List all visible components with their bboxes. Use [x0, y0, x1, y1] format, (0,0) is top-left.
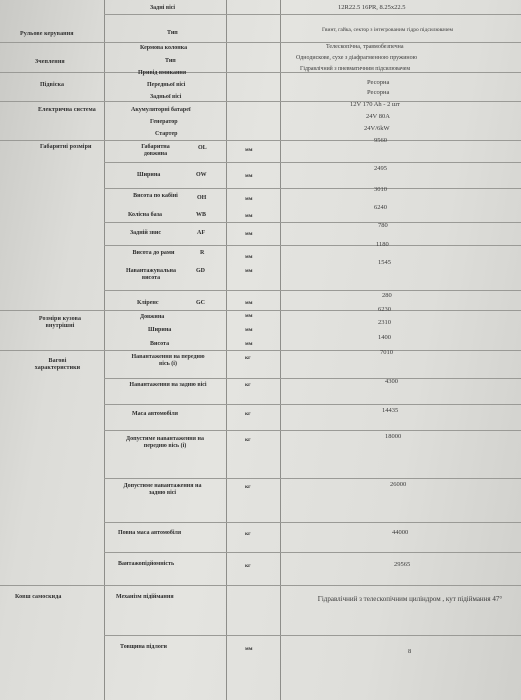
- param-value: Гідравлічний з пневматичним підсилювачем: [300, 66, 411, 72]
- param-label: Габаритна довжина: [141, 144, 170, 157]
- param-label: Механізм підіймання: [116, 594, 174, 600]
- param-label: Ширина: [137, 172, 161, 178]
- group-label: Вагові характеристики: [34, 358, 81, 371]
- param-label: Кліренс: [137, 300, 159, 306]
- param-label: Навантаження на передню вісь (і): [131, 354, 205, 367]
- unit: кг: [245, 484, 251, 490]
- param-label: Висота по кабіні: [133, 193, 178, 199]
- group-label: Габаритні розміри: [40, 144, 92, 150]
- param-label: Кермова колонка: [140, 45, 188, 51]
- param-label: Висота до рами: [132, 250, 175, 256]
- param-value: Гідравлічний з телескопічним циліндром , кут підіймання 47°: [317, 595, 503, 603]
- group-label: Розміри кузова внутрішні: [38, 316, 82, 329]
- param-value: Однодискове, сухе з діафрагменною пружиною: [296, 55, 418, 61]
- row-divider: [104, 378, 521, 379]
- param-value: 24V/6kW: [364, 125, 390, 132]
- group-label: Ковш самоскида: [15, 594, 62, 600]
- param-label: Навантажувальна висота: [125, 268, 177, 281]
- param-value: 1545: [378, 259, 391, 266]
- unit: мм: [245, 196, 253, 202]
- unit: кг: [245, 355, 251, 361]
- param-value: 2495: [374, 165, 387, 172]
- unit: мм: [245, 268, 253, 274]
- param-label: Допустиме навантаження на задню вісі: [123, 483, 202, 496]
- unit: кг: [245, 437, 251, 443]
- tyre-spec: 12R22.5 16PR, 8.25x22.5: [338, 4, 406, 11]
- param-code: OW: [196, 172, 207, 178]
- param-code: WB: [196, 212, 207, 218]
- param-value: Телескопічна, травмобезпечна: [326, 44, 404, 50]
- param-label: Генератор: [150, 119, 178, 125]
- unit: мм: [245, 147, 253, 153]
- row-divider: [104, 14, 521, 15]
- param-label: Тип: [165, 58, 176, 64]
- row-divider: [104, 552, 521, 553]
- param-label: Тип: [167, 30, 178, 36]
- param-value: 1180: [376, 241, 389, 248]
- param-value: 280: [382, 292, 392, 299]
- row-divider: [0, 140, 521, 141]
- row-divider: [104, 290, 521, 291]
- unit: мм: [245, 341, 253, 347]
- unit: мм: [245, 231, 253, 237]
- param-label: Товщина підлоги: [120, 644, 168, 650]
- group-label: Зчеплення: [35, 59, 65, 65]
- row-divider: [104, 522, 521, 523]
- unit: мм: [245, 646, 253, 652]
- unit: мм: [245, 313, 253, 319]
- param-value: 26000: [390, 481, 407, 488]
- param-label: Висота: [150, 341, 170, 347]
- param-value: 18000: [385, 433, 402, 440]
- row-divider: [104, 222, 521, 223]
- row-divider: [0, 585, 521, 586]
- param-value: 9560: [374, 137, 387, 144]
- unit: мм: [245, 213, 253, 219]
- param-value: 14435: [382, 407, 399, 414]
- param-value: 3010: [374, 186, 387, 193]
- param-label: Ширина: [148, 327, 172, 333]
- param-code: GD: [196, 268, 205, 274]
- param-value: 4300: [385, 378, 398, 385]
- param-code: OL: [198, 145, 207, 151]
- row-divider: [104, 245, 521, 246]
- row-divider: [104, 635, 521, 636]
- unit: мм: [245, 327, 253, 333]
- section-header: Задні вісі: [150, 5, 176, 11]
- param-label: Допустиме навантаження на передню вісь (і): [126, 436, 204, 449]
- param-value: 6230: [378, 306, 391, 313]
- param-label: Маса автомобіля: [132, 411, 179, 417]
- row-divider: [104, 404, 521, 405]
- unit: кг: [245, 382, 251, 388]
- param-value: Гвинт, гайка, сектор з інтегрованим гідро підсилювачем: [321, 27, 454, 33]
- param-value: 24V 80A: [366, 113, 390, 120]
- param-label: Передньої вісі: [147, 82, 186, 88]
- param-value: 1400: [378, 334, 391, 341]
- row-divider: [104, 188, 521, 189]
- param-value: 8: [408, 648, 412, 655]
- group-label: Підвіска: [40, 82, 65, 88]
- param-value: 7010: [380, 349, 393, 356]
- row-divider: [0, 101, 521, 102]
- row-divider: [0, 350, 521, 351]
- row-divider: [0, 72, 521, 73]
- param-value: 780: [378, 222, 388, 229]
- unit: мм: [245, 254, 253, 260]
- group-label: Рульове керування: [20, 31, 74, 37]
- param-label: Повна маса автомобіля: [118, 530, 182, 536]
- param-value: 12V 170 Ah - 2 шт: [350, 101, 400, 108]
- param-label: Стартер: [155, 131, 178, 137]
- row-divider: [104, 478, 521, 479]
- param-code: OH: [197, 195, 207, 201]
- group-label: Електрична система: [38, 107, 96, 113]
- param-label: Акумуляторні батареї: [131, 107, 191, 113]
- param-value: 6240: [374, 204, 387, 211]
- param-value: Ресорна: [367, 79, 390, 86]
- row-divider: [0, 42, 521, 43]
- param-code: R: [200, 250, 205, 256]
- param-label: Навантаження на задню вісі: [129, 382, 207, 388]
- row-divider: [104, 430, 521, 431]
- param-label: Довжина: [140, 314, 165, 320]
- unit: мм: [245, 173, 253, 179]
- param-code: AF: [197, 230, 205, 236]
- unit: кг: [245, 411, 251, 417]
- param-label: Колісна база: [128, 212, 163, 218]
- row-divider: [104, 162, 521, 163]
- param-value: 2310: [378, 319, 391, 326]
- param-label: Задньої вісі: [150, 94, 182, 100]
- param-code: GC: [196, 300, 205, 306]
- unit: кг: [245, 563, 251, 569]
- unit: мм: [245, 300, 253, 306]
- param-label: Привід вмикання: [138, 70, 187, 76]
- param-label: Вантажопідйомність: [118, 561, 175, 567]
- param-value: Ресорна: [367, 89, 390, 96]
- param-label: Задній звис: [130, 230, 162, 236]
- unit: кг: [245, 531, 251, 537]
- param-value: 29565: [394, 561, 411, 568]
- param-value: 44000: [392, 529, 409, 536]
- row-divider: [0, 310, 521, 311]
